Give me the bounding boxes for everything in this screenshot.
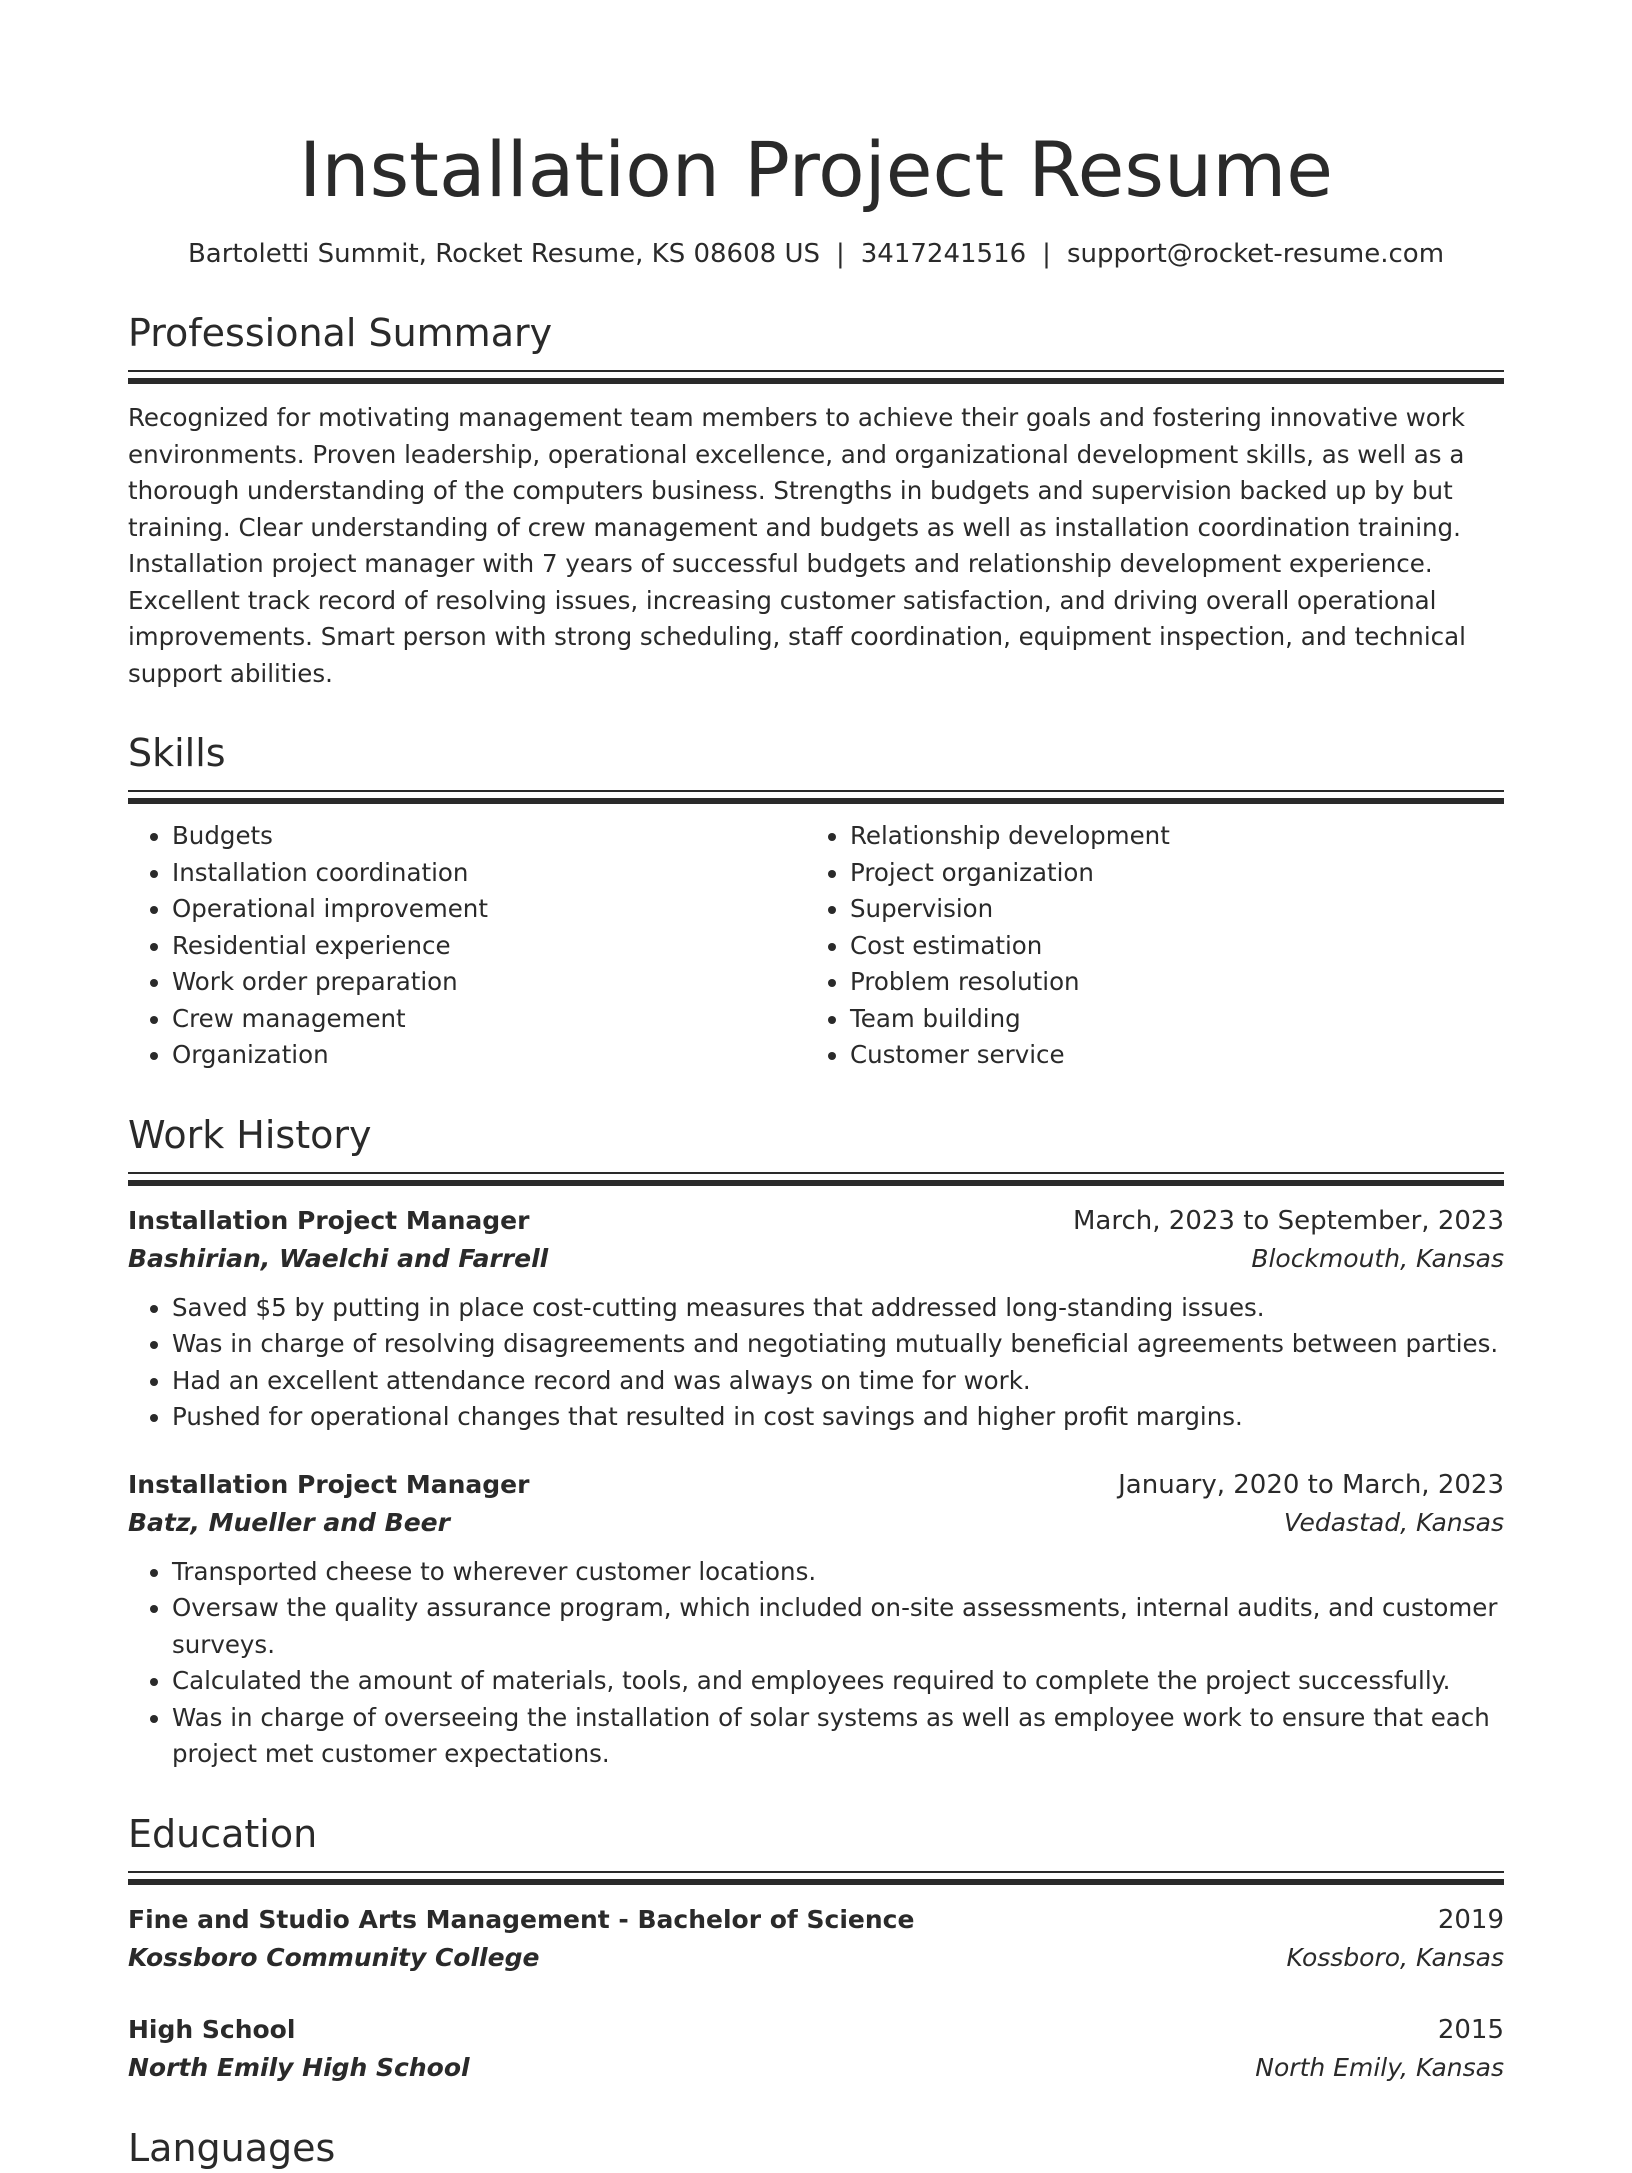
skill-item: • Crew management [172,1001,806,1038]
job-bullet: • Saved $5 by putting in place cost-cutting measures that addressed long-standing issues. [172,1290,1504,1327]
summary-heading: Professional Summary [128,311,553,355]
education-year: 2015 [1437,2014,1504,2045]
contact-email: support@rocket-resume.com [1066,239,1445,269]
job-title: Installation Project Manager [128,1205,530,1235]
languages-section-header [128,2123,1504,2173]
education-school: Kossboro Community College [128,1942,540,1972]
job-bullet: • Calculated the amount of materials, tools, and employees required to complete the project successfully. [172,1663,1504,1700]
contact-separator: | [1042,239,1051,269]
skill-item: • Relationship development [850,818,1484,855]
summary-section-header [128,308,1504,384]
resume-page [128,0,1504,2173]
skill-item: • Customer service [850,1037,1484,1074]
job-bullet: • Transported cheese to wherever customer locations. [172,1554,1504,1591]
education-section-header [128,1809,1504,1885]
skill-item: • Problem resolution [850,964,1484,1001]
section-divider [128,370,1504,384]
summary-text: Recognized for motivating management team members to achieve their goals and fostering innovative work environments. Proven leadership, operational excellence, and organizational development skills, as well as a thorough understanding of the computers business. Strengths in budgets and supervision backed up by but training. Clear understanding of crew management and budgets as well as installation coordination training. Installation project manager with 7 years of successful budgets and relationship development experience. Excellent track record of resolving issues, increasing customer satisfaction, and driving overall operational improvements. Smart person with strong scheduling, staff coordination, equipment inspection, and technical support abilities. [128,403,1466,688]
contact-separator: | [835,239,845,269]
contact-address: Bartoletti Summit, Rocket Resume, KS 08608 US [187,239,820,269]
skill-item: • Organization [172,1037,806,1074]
job-bullets [128,1290,1504,1436]
education-degree: Fine and Studio Arts Management - Bachelor of Science [128,1904,915,1934]
job-bullet: • Oversaw the quality assurance program, which included on-site assessments, internal audits, and customer surveys. [172,1590,1504,1663]
education-location: North Emily, Kansas [1255,2052,1504,2082]
work-section-header [128,1110,1504,1186]
work-heading: Work History [128,1112,372,1157]
skills-heading: Skills [128,731,226,775]
languages-heading: Languages [128,2125,336,2170]
education-entry [128,2011,1504,2087]
job-title: Installation Project Manager [128,1469,530,1499]
skills-list [128,818,1504,1074]
contact-phone: 3417241516 [860,239,1027,269]
job-location: Blockmouth, Kansas [1251,1243,1504,1273]
job-bullet: • Had an excellent attendance record and was always on time for work. [172,1363,1504,1400]
skill-item: • Work order preparation [172,964,806,1001]
education-entry [128,1901,1504,1977]
skill-item: • Operational improvement [172,891,806,928]
skill-item: • Cost estimation [850,928,1484,965]
job-bullet: • Was in charge of overseeing the installation of solar systems as well as employee work to ensure that each project met customer expectations. [172,1700,1504,1773]
skill-item: • Supervision [850,891,1484,928]
skills-column-right [806,818,1484,1074]
skill-item: • Installation coordination [172,855,806,892]
job-company: Batz, Mueller and Beer [128,1507,450,1537]
contact-line [128,236,1504,272]
education-degree: High School [128,2014,296,2044]
education-location: Kossboro, Kansas [1286,1942,1504,1972]
section-divider [128,1172,1504,1186]
education-heading: Education [128,1811,318,1856]
job-entry [128,1466,1504,1773]
job-bullet: • Pushed for operational changes that resulted in cost savings and higher profit margins. [172,1399,1504,1436]
job-dates: January, 2020 to March, 2023 [1118,1469,1504,1500]
skill-item: • Budgets [172,818,806,855]
skill-item: • Residential experience [172,928,806,965]
job-company: Bashirian, Waelchi and Farrell [128,1243,549,1273]
resume-title: Installation Project Resume [299,125,1333,214]
job-dates: March, 2023 to September, 2023 [1073,1205,1504,1236]
job-location: Vedastad, Kansas [1283,1507,1504,1537]
skills-column-left [128,818,806,1074]
education-year: 2019 [1437,1904,1504,1935]
section-divider [128,790,1504,804]
section-divider [128,1871,1504,1885]
education-school: North Emily High School [128,2052,470,2082]
skills-section-header [128,728,1504,804]
job-entry [128,1202,1504,1436]
job-bullets [128,1554,1504,1773]
skill-item: • Project organization [850,855,1484,892]
job-bullet: • Was in charge of resolving disagreements and negotiating mutually beneficial agreements between parties. [172,1326,1504,1363]
skill-item: • Team building [850,1001,1484,1038]
